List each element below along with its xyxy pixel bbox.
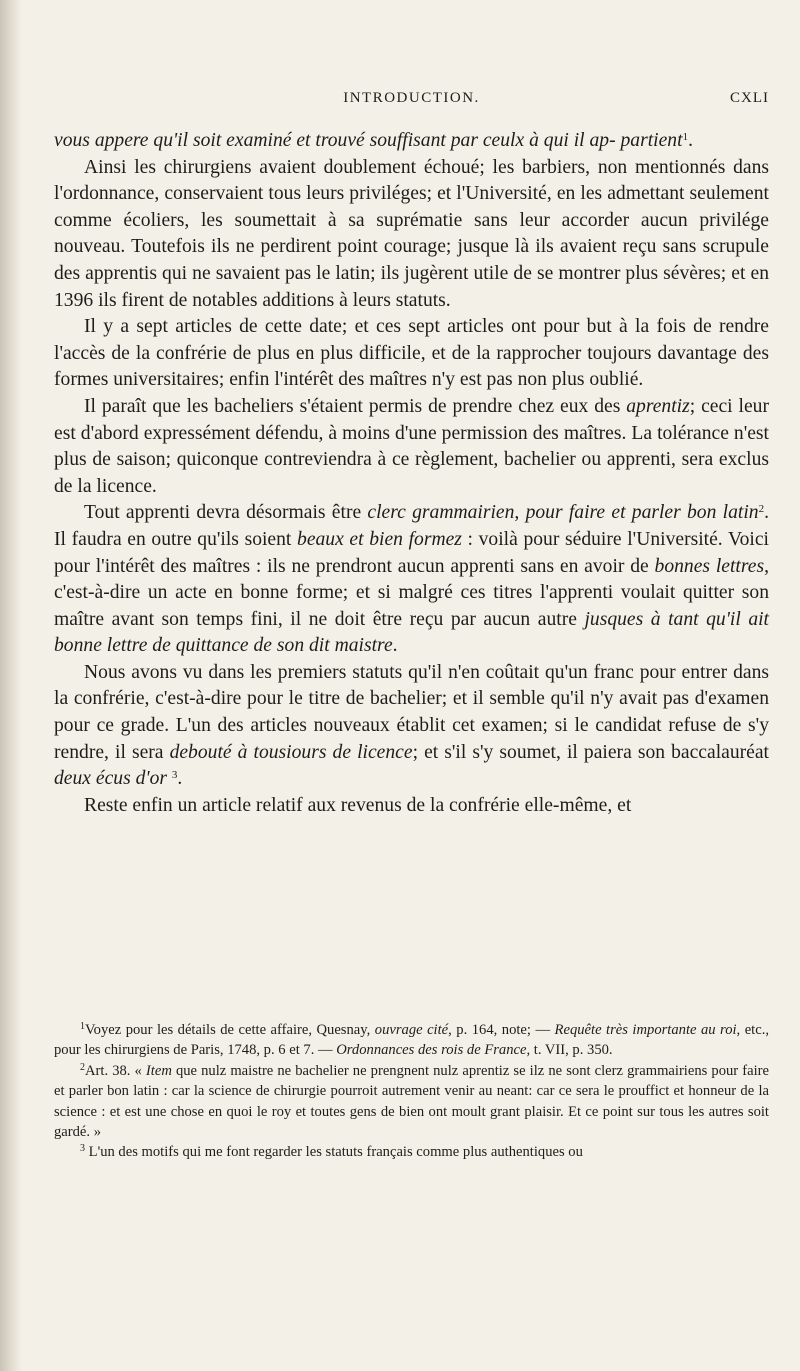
- note-reference: 3: [80, 1143, 85, 1155]
- text-run: ; ceci leur est d'abord expressément défendu, à moins d'une permission des maîtres. La tolérance n'est plus de saison; quiconque contreviendra à ce règlement, bachelier ou apprenti, sera exclus de la licence.: [54, 395, 769, 497]
- footnote: [54, 1020, 769, 1061]
- text-run: Il y a sept articles de cette date; et ces sept articles ont pour but à la fois de rendre l'accès de la confrérie de plus en plus difficile, et de la rapprocher toujours davantage des formes universitaires; enfin l'intérêt des maîtres n'y est pas non plus oublié.: [54, 316, 769, 391]
- text-run: Voyez pour les détails de cette affaire, Quesnay,: [85, 1022, 375, 1038]
- italic-text: Item: [145, 1062, 172, 1079]
- text-run: Il paraît que les bacheliers s'étaient permis de prendre chez eux des: [84, 395, 627, 417]
- italic-text: debouté à tousiours de licence: [169, 741, 413, 763]
- text-run: , p. 164, note; —: [448, 1022, 555, 1038]
- paragraph: [54, 314, 769, 394]
- italic-text: Ordonnances des rois de France: [336, 1042, 527, 1059]
- paragraph: [54, 660, 769, 793]
- text-run: L'un des motifs qui me font regarder les statuts français comme plus authentiques ou: [85, 1144, 583, 1161]
- paragraph: [54, 793, 769, 820]
- italic-text: bonnes lettres: [654, 555, 765, 577]
- italic-text: jusques à tant qu'il ait bonne lettre de quittance de son dit maistre: [54, 608, 770, 657]
- note-reference: 2: [80, 1061, 85, 1073]
- paragraph: [54, 128, 769, 155]
- text-run: Reste enfin un article relatif aux revenus de la confrérie elle-même, et: [84, 794, 632, 816]
- note-reference: 1: [682, 131, 689, 143]
- note-reference: 1: [80, 1021, 85, 1032]
- note-reference: 2: [758, 503, 765, 516]
- text-run: , t. VII, p. 350.: [526, 1042, 613, 1059]
- paragraph: [54, 155, 769, 315]
- running-head: [54, 86, 769, 110]
- note-reference: 3: [171, 769, 178, 782]
- text-run: que nulz maistre ne bachelier ne prengnent nulz aprentiz se ilz ne sont clerz grammairiens pour faire et parler bon latin : car la science de chirurgie pourroit autrement venir au neant: car ce sera le prouffict et honneur de la science : et est une chose en quoi le roy et toutes gens de bien ont moult grant plaisir. Et ce point sur tous les autres soit gardé. »: [54, 1062, 769, 1141]
- italic-text: beaux et bien formez: [297, 528, 462, 550]
- text-run: Tout apprenti devra désormais être: [84, 502, 368, 524]
- page-number: CXLI: [730, 90, 769, 106]
- text-run: . Il faudra en outre qu'ils soient: [54, 502, 769, 550]
- text-run: ; et s'il s'y soumet, il paiera son baccalauréat: [412, 741, 769, 763]
- italic-text: clerc grammairien, pour faire et parler bon latin: [367, 502, 759, 524]
- text-run: , etc., pour les chirurgiens de Paris, 1748, p. 6 et 7. —: [54, 1022, 769, 1059]
- footnote: [54, 1061, 769, 1143]
- footnote: [54, 1142, 769, 1162]
- text-run: .: [392, 635, 398, 657]
- text-run: .: [688, 130, 693, 151]
- paragraph: [54, 500, 769, 660]
- italic-text: deux écus d'or: [54, 768, 168, 790]
- italic-text: vous appere qu'il soit examiné et trouvé souffisant par ceulx à qui il ap- partient: [54, 130, 683, 151]
- text-run: Art. 38. «: [85, 1062, 146, 1079]
- text-run: , c'est-à-dire un acte en bonne forme; et si malgré ces titres l'apprenti voulait quitter son maître avant son temps fini, il ne doit être reçu par aucun autre: [54, 555, 769, 630]
- body-text: [54, 128, 769, 819]
- text-run: .: [177, 768, 183, 790]
- running-title: INTRODUCTION.: [343, 90, 480, 106]
- italic-text: Requête très importante au roi: [554, 1022, 737, 1038]
- text-run: Nous avons vu dans les premiers statuts qu'il n'en coûtait qu'un franc pour entrer dans la confrérie, c'est-à-dire pour le titre de bachelier; et il semble qu'il n'y avait pas d'examen pour ce grade. L'un des articles nouveaux établit cet examen; si le candidat refuse de s'y rendre, il sera: [54, 661, 769, 763]
- text-run: Ainsi les chirurgiens avaient doublement échoué; les barbiers, non mentionnés dans l'ordonnance, conservaient tous leurs priviléges; et l'Université, en les admettant seulement comme écoliers, les soumettait à sa suprématie sans leur accorder aucun privilége nouveau. Toutefois ils ne perdirent point courage; jusque là ils avaient reçu sans scrupule des apprentis qui ne savaient pas le latin; ils jugèrent utile de se montrer plus sévères; et en 1396 ils firent de notables additions à leurs statuts.: [54, 156, 769, 311]
- paragraph: [54, 394, 769, 500]
- italic-text: aprentiz: [626, 395, 690, 417]
- italic-text: ouvrage cité: [374, 1022, 449, 1038]
- text-run: : voilà pour séduire l'Université. Voici pour l'intérêt des maîtres : ils ne prendront aucun apprenti sans en avoir de: [54, 528, 769, 577]
- footnotes: [54, 1020, 769, 1163]
